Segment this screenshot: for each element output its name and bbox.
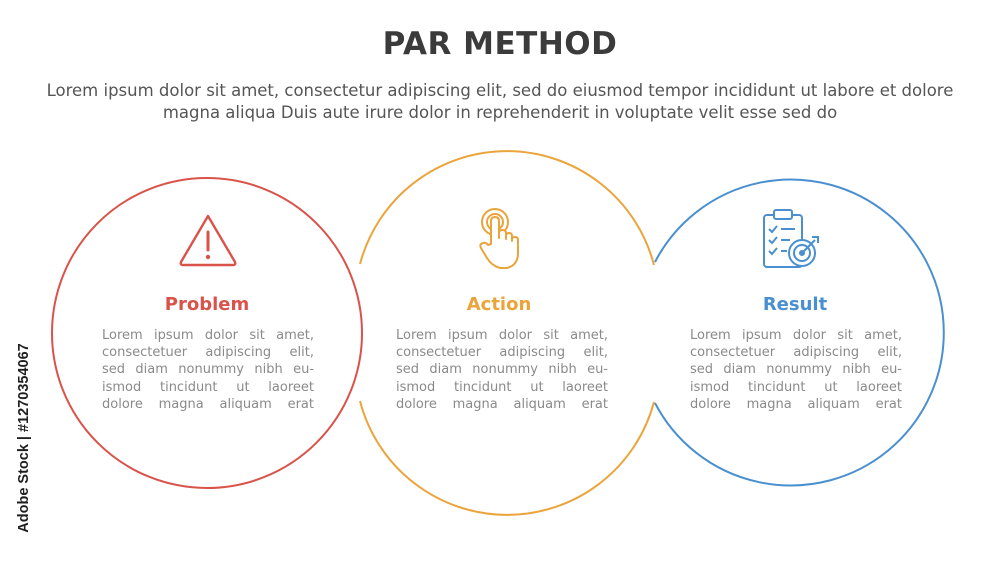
action-body (396, 327, 608, 413)
problem-body-line: Lorem ipsum dolor sit amet, (102, 328, 314, 343)
result-body (690, 327, 902, 413)
problem-body-line: dolore magna aliquam erat (102, 396, 314, 412)
stock-watermark (13, 318, 35, 558)
problem-body (102, 327, 314, 413)
result-heading: Result (762, 294, 828, 315)
action-body-line: consectetuer adipiscing elit, (396, 345, 608, 361)
page-subtitle: Lorem ipsum dolor sit amet, consectetur adipiscing elit, sed do eiusmod tempor incididunt ut labore et dolore magna aliqua Duis aute irure dolor in reprehenderit in voluptate velit esse sed do (46, 81, 954, 122)
problem-body-line: consectetuer adipiscing elit, (102, 345, 314, 361)
warning-triangle-icon (176, 210, 240, 270)
problem-body-line: sed diam nonummy nibh eu- (102, 362, 314, 378)
action-ring-lower (360, 401, 654, 515)
result-body-line: dolore magna aliquam erat (690, 396, 902, 412)
result-body-line: ismod tincidunt ut laoreet (690, 379, 902, 395)
result-body-line: sed diam nonummy nibh eu- (690, 362, 902, 378)
action-body-line: ismod tincidunt ut laoreet (396, 379, 608, 395)
action-body-line: sed diam nonummy nibh eu- (396, 362, 608, 378)
result-body-line: Lorem ipsum dolor sit amet, (690, 328, 902, 343)
action-body-line: dolore magna aliquam erat (396, 396, 608, 412)
page-title: PAR METHOD (382, 26, 618, 62)
clipboard-target-icon (760, 207, 822, 271)
problem-heading: Problem (164, 294, 250, 315)
action-heading: Action (466, 294, 532, 315)
result-body-line: consectetuer adipiscing elit, (690, 345, 902, 361)
hand-tap-icon (475, 206, 523, 272)
action-ring-right-stub (654, 265, 660, 300)
stock-watermark-text: Adobe Stock | #1270354067 (16, 343, 32, 533)
action-body-line: Lorem ipsum dolor sit amet, (396, 328, 608, 343)
problem-body-line: ismod tincidunt ut laoreet (102, 379, 314, 395)
